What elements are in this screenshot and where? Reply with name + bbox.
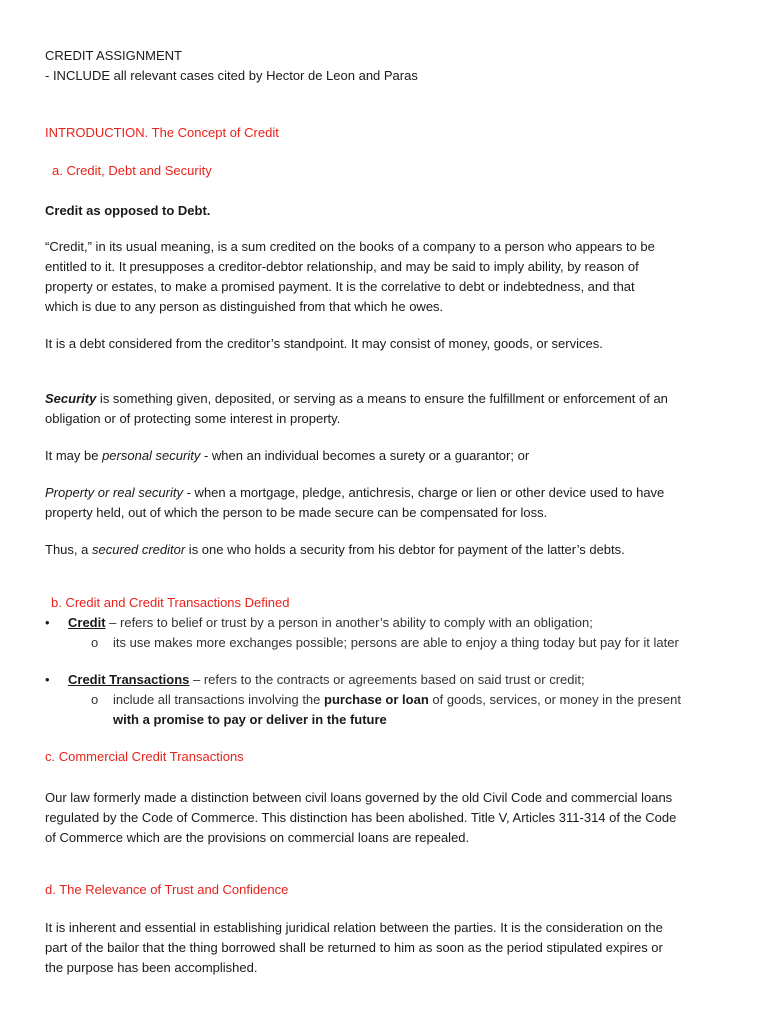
list-item-text: – refers to belief or trust by a person in another’s ability to comply with an obligation; bbox=[105, 615, 593, 630]
sub-bullet-icon: o bbox=[91, 692, 99, 707]
paragraph-line: “Credit,” in its usual meaning, is a sum credited on the books of a company to a person who appears to be bbox=[45, 239, 655, 254]
debt-standpoint-paragraph: It is a debt considered from the creditor’s standpoint. It may consist of money, goods, or services. bbox=[45, 336, 603, 351]
paragraph-line: Our law formerly made a distinction between civil loans governed by the old Civil Code and commercial loans bbox=[45, 790, 673, 805]
sub-list-text: include all transactions involving the bbox=[113, 692, 325, 707]
sub-list-item bbox=[45, 633, 735, 653]
personal-security-term: personal security bbox=[102, 448, 201, 463]
sub-bullet-icon: o bbox=[91, 635, 99, 650]
paragraph-line: obligation or of protecting some interest in property. bbox=[45, 411, 341, 426]
paragraph-line: which is due to any person as distinguished from that which he owes. bbox=[45, 299, 444, 314]
section-d-heading: d. The Relevance of Trust and Confidence bbox=[45, 882, 289, 897]
sub-list-text: its use makes more exchanges possible; persons are able to enjoy a thing today but pay for it later bbox=[113, 635, 679, 650]
section-a-heading: a. Credit, Debt and Security bbox=[52, 163, 212, 178]
paragraph-line: regulated by the Code of Commerce. This distinction has been abolished. Title V, Articles 311-314 of the Code bbox=[45, 810, 677, 825]
paragraph-text: is one who holds a security from his debtor for payment of the latter’s debts. bbox=[185, 542, 625, 557]
document-page bbox=[45, 46, 735, 978]
secured-creditor-term: secured creditor bbox=[91, 542, 186, 557]
paragraph-line: of Commerce which are the provisions on commercial loans are repealed. bbox=[45, 830, 470, 845]
paragraph-text: - when an individual becomes a surety or a guarantor; or bbox=[200, 448, 530, 463]
security-term: Security bbox=[45, 391, 97, 406]
paragraph-text: Thus, a bbox=[45, 542, 92, 557]
paragraph-line: the purpose has been accomplished. bbox=[45, 960, 258, 975]
credit-transactions-term: Credit Transactions bbox=[68, 672, 190, 687]
paragraph-line: entitled to it. It presupposes a creditor-debtor relationship, and may be said to imply ability, by reason of bbox=[45, 259, 639, 274]
credit-vs-debt-heading: Credit as opposed to Debt. bbox=[45, 203, 211, 218]
secured-creditor-paragraph bbox=[45, 540, 735, 560]
sub-list-continuation: with a promise to pay or deliver in the future bbox=[113, 712, 387, 727]
doc-subtitle: - INCLUDE all relevant cases cited by Hector de Leon and Paras bbox=[45, 68, 418, 83]
security-paragraph bbox=[45, 389, 735, 429]
paragraph-line: It is inherent and essential in establishing juridical relation between the parties. It is the consideration on the bbox=[45, 920, 663, 935]
sub-list-text: of goods, services, or money in the present bbox=[428, 692, 681, 707]
trust-confidence-paragraph bbox=[45, 918, 735, 978]
paragraph-line: property or estates, to make a promised payment. It is the correlative to debt or indebtedness, and that bbox=[45, 279, 635, 294]
credit-definition-paragraph bbox=[45, 237, 735, 317]
commercial-credit-paragraph bbox=[45, 788, 735, 848]
list-item-credit bbox=[45, 613, 735, 633]
personal-security-paragraph bbox=[45, 446, 735, 466]
real-security-paragraph bbox=[45, 483, 735, 523]
paragraph-text: It may be bbox=[45, 448, 103, 463]
bullet-icon: • bbox=[45, 672, 50, 687]
doc-title: CREDIT ASSIGNMENT bbox=[45, 48, 183, 63]
credit-term: Credit bbox=[68, 615, 106, 630]
paragraph-line: property held, out of which the person to be made secure can be compensated for loss. bbox=[45, 505, 548, 520]
paragraph-text: - when a mortgage, pledge, antichresis, charge or lien or other device used to have bbox=[183, 485, 665, 500]
section-c-heading: c. Commercial Credit Transactions bbox=[45, 749, 244, 764]
sub-list-item bbox=[45, 690, 735, 710]
list-item-credit-transactions bbox=[45, 670, 735, 690]
bullet-icon: • bbox=[45, 615, 50, 630]
list-item-text: – refers to the contracts or agreements based on said trust or credit; bbox=[189, 672, 585, 687]
purchase-or-loan-term: purchase or loan bbox=[324, 692, 429, 707]
paragraph-line: part of the bailor that the thing borrowed shall be returned to him as soon as the period stipulated expires or bbox=[45, 940, 663, 955]
paragraph-text: is something given, deposited, or serving as a means to ensure the fulfillment or enforcement of an bbox=[96, 391, 668, 406]
real-security-term: Property or real security bbox=[45, 485, 183, 500]
intro-heading: INTRODUCTION. The Concept of Credit bbox=[45, 125, 279, 140]
section-b-heading: b. Credit and Credit Transactions Defined bbox=[51, 595, 290, 610]
